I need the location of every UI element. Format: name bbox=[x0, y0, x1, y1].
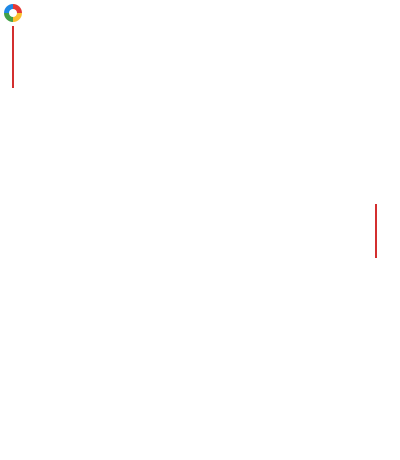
body-line bbox=[148, 14, 166, 454]
body-line bbox=[192, 14, 210, 454]
title-column bbox=[44, 60, 72, 390]
body-line bbox=[258, 14, 276, 454]
body-line bbox=[302, 14, 320, 454]
colour-ring-logo-icon bbox=[4, 4, 22, 22]
body-line bbox=[214, 14, 232, 454]
logo-divider bbox=[12, 26, 14, 88]
article-title bbox=[44, 60, 142, 390]
title-column bbox=[78, 60, 106, 390]
body-line bbox=[324, 14, 342, 454]
article-body bbox=[148, 14, 364, 454]
caption-divider bbox=[375, 204, 377, 258]
body-line bbox=[280, 14, 298, 454]
body-line bbox=[236, 14, 254, 454]
title-column bbox=[112, 60, 140, 390]
body-line bbox=[346, 14, 364, 454]
body-line bbox=[170, 14, 188, 454]
article-caption bbox=[369, 268, 383, 432]
